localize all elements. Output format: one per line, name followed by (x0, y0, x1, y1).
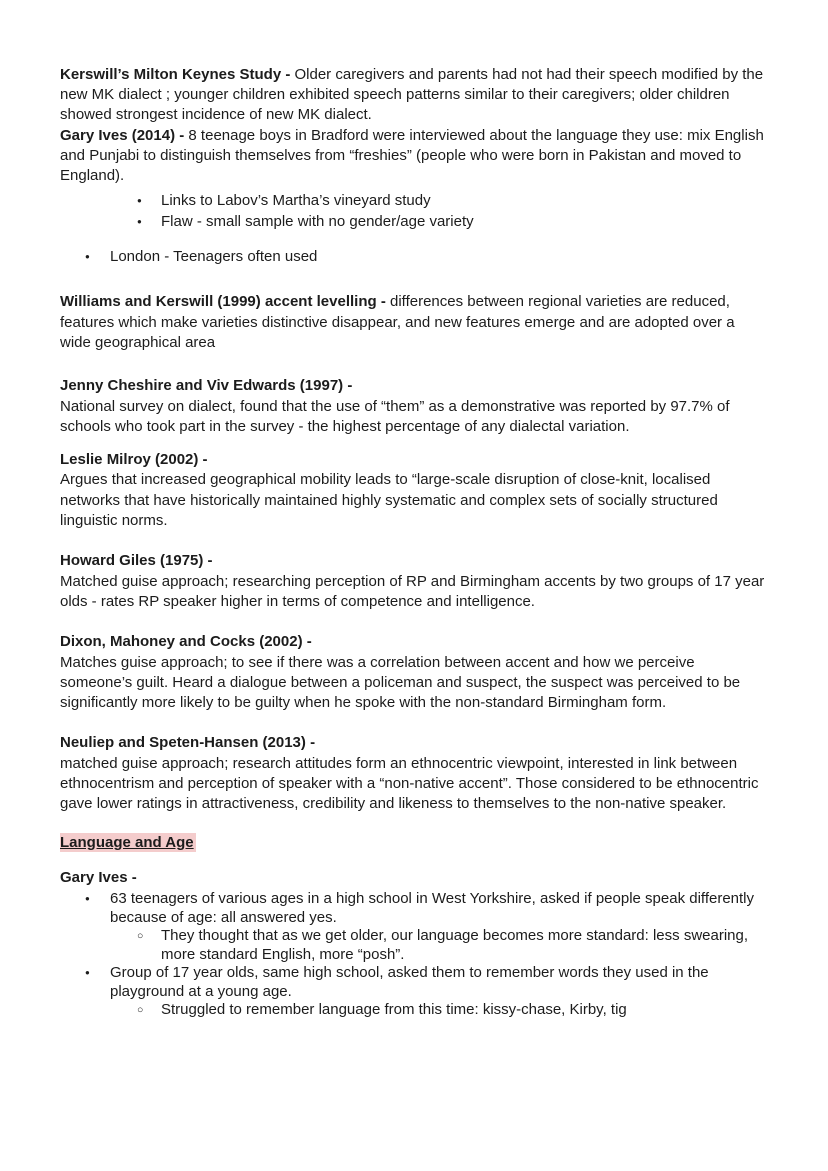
note-giles (60, 551, 768, 612)
note-gary-ives-2014 (60, 126, 768, 187)
note-heading-neuliep: Neuliep and Speten-Hansen (2013) - (60, 734, 316, 752)
list-item-flaw (60, 212, 768, 232)
note-neuliep-speten-hansen (60, 733, 768, 814)
section-heading-highlight: Language and Age (60, 833, 194, 851)
list-item-labov-link (60, 191, 768, 211)
gary-ives-age-list (60, 890, 768, 1020)
section-heading-language-and-age (60, 833, 768, 853)
gary-ives-2014-bullet-list (60, 191, 768, 232)
note-body-giles: Matched guise approach; researching perception of RP and Birmingham accents by two groups of 17 year olds - rates RP speaker higher in terms of competence and intelligence. (60, 572, 765, 610)
london-bullet-list (60, 247, 768, 267)
note-body-williams-kerswill: differences between regional varieties are reduced, features which make varieties distinctive disappear, and new features emerge and are adopted over a wide geographical area (60, 293, 735, 351)
note-heading-gary-ives-age: Gary Ives - (60, 868, 137, 886)
list-subitem-struggled-remember (60, 1001, 768, 1020)
note-body-kerswill: Older caregivers and parents had not had their speech modified by the new MK dialect ; younger children exhibited speech patterns similar to their caregivers; older children showed strongest incidence of new MK dialect. (60, 65, 764, 124)
list-item-text: 63 teenagers of various ages in a high school in West Yorkshire, asked if people speak differently because of age: all answered yes. (110, 890, 755, 926)
list-item-text: They thought that as we get older, our language becomes more standard: less swearing, more standard English, more “posh”. (161, 927, 749, 963)
note-body-dixon: Matches guise approach; to see if there was a correlation between accent and how we perceive someone’s guilt. Heard a dialogue between a policeman and suspect, the suspect was perceived to be significantly more likely to be guilty when he spoke with the non-standard Birmingham form. (60, 653, 741, 712)
list-item-text: London - Teenagers often used (110, 248, 318, 266)
note-body-neuliep: matched guise approach; research attitudes form an ethnocentric viewpoint, interested in link between ethnocentrism and perception of speaker with a “non-native accent”. Those considered to be ethnocentric gave lower ratings in attractiveness, credibility and likeness to themselves to the non-native speaker. (60, 754, 759, 813)
list-subitem-more-standard (60, 927, 768, 964)
list-item-text: Links to Labov’s Martha’s vineyard study (161, 192, 431, 210)
list-item-63-teenagers (60, 890, 768, 927)
note-heading-giles: Howard Giles (1975) - (60, 552, 213, 570)
note-heading-milroy: Leslie Milroy (2002) - (60, 451, 208, 469)
note-dixon-mahoney-cocks (60, 632, 768, 713)
note-cheshire-edwards (60, 376, 768, 437)
list-item-text: Group of 17 year olds, same high school, asked them to remember words they used in the playground at a young age. (110, 964, 709, 1000)
note-heading-dixon: Dixon, Mahoney and Cocks (2002) - (60, 633, 312, 651)
note-williams-kerswill (60, 292, 768, 353)
list-item-text: Struggled to remember language from this time: kissy-chase, Kirby, tig (161, 1001, 627, 1019)
note-body-milroy: Argues that increased geographical mobility leads to “large-scale disruption of close-knit, localised networks that have historically maintained highly systematic and complex sets of socially structured linguistic norms. (60, 471, 718, 530)
note-milroy (60, 450, 768, 531)
note-heading-cheshire-edwards: Jenny Cheshire and Viv Edwards (1997) - (60, 377, 353, 395)
note-body-gary-ives-2014: 8 teenage boys in Bradford were interviewed about the language they use: mix English and Punjabi to distinguish themselves from “freshies” (people who were born in Pakistan and moved to England). (60, 126, 764, 185)
note-lead-gary-ives-2014: Gary Ives (2014) - (60, 126, 189, 144)
note-kerswill-milton-keynes (60, 65, 768, 126)
list-item-london (60, 247, 768, 267)
note-body-cheshire-edwards: National survey on dialect, found that the use of “them” as a demonstrative was reported by 97.7% of schools who took part in the survey - the highest percentage of any dialectal variation. (60, 397, 730, 435)
note-lead-kerswill: Kerswill’s Milton Keynes Study - (60, 65, 295, 83)
list-item-text: Flaw - small sample with no gender/age variety (161, 212, 474, 230)
list-item-17-year-olds (60, 964, 768, 1001)
note-lead-williams-kerswill: Williams and Kerswill (1999) accent levelling - (60, 293, 390, 311)
